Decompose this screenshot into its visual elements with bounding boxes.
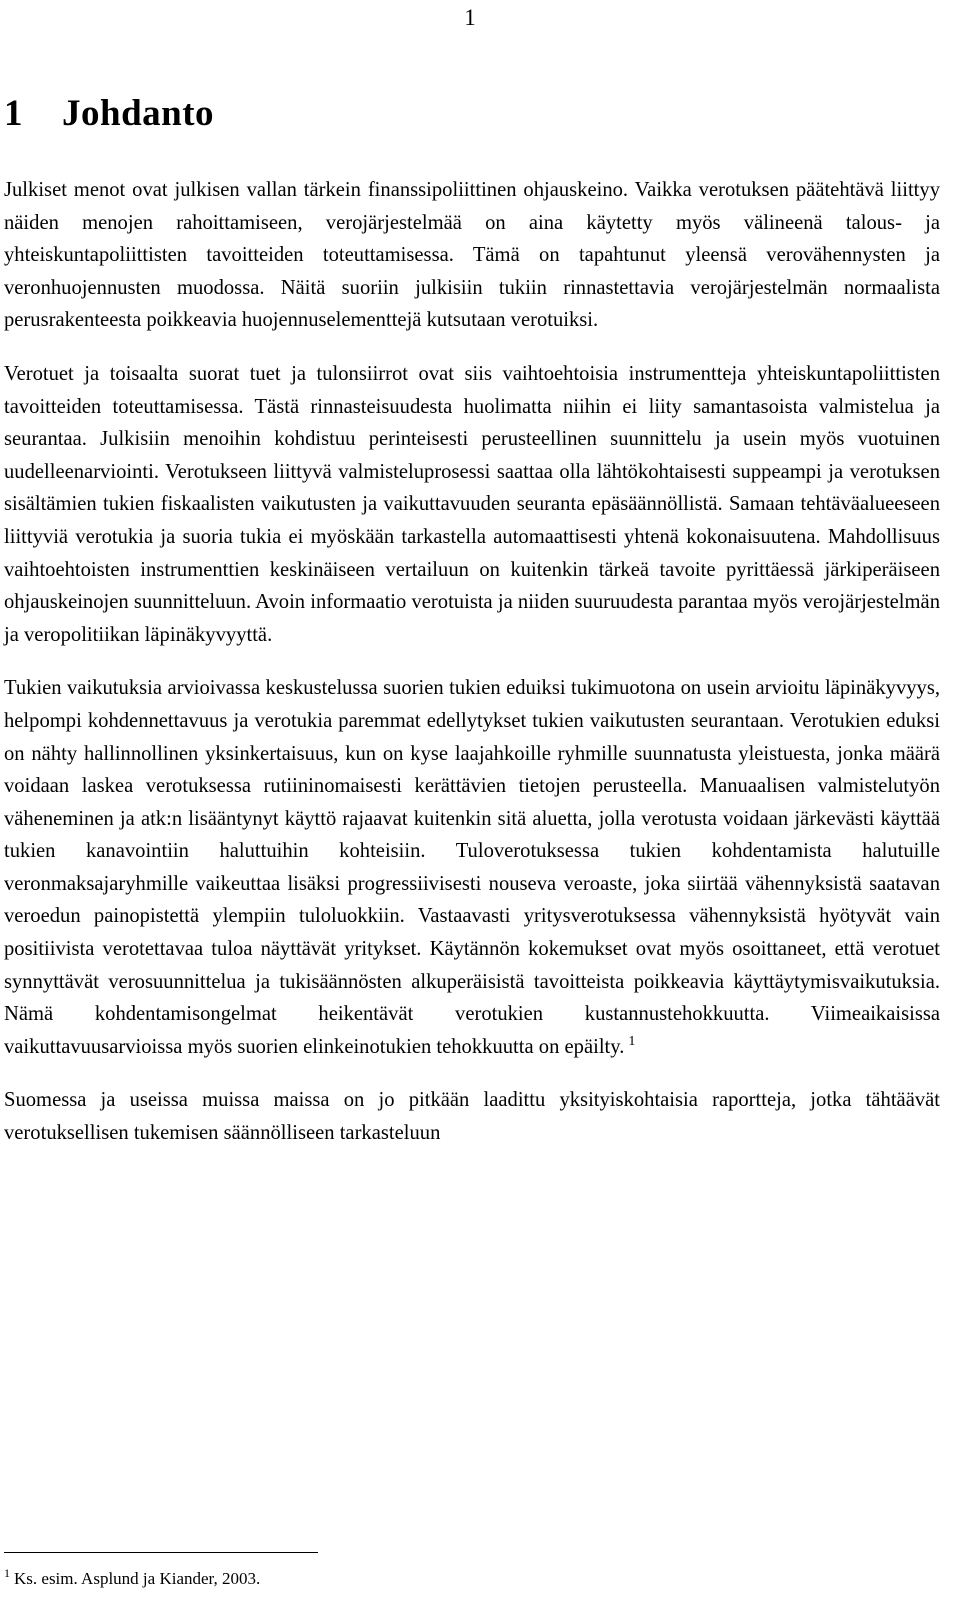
footnote-reference[interactable]: 1 (628, 1033, 636, 1049)
footnote (4, 1568, 260, 1590)
page-number (0, 4, 940, 32)
footnote-divider (4, 1552, 318, 1553)
paragraph-3-text: Tukien vaikutuksia arvioivassa keskustelussa suorien tukien eduiksi tukimuotona on usein arvioitu läpinäkyvyys, helpompi kohdennettavuus ja verotukia paremmat edellytykset tukien vaikutusten seurantaan. Verotukien eduksi on nähty hallinnollinen yksinkertaisuus, kun on kyse laajahkoille ryhmille suunnatusta yleistuesta, jonka määrä voidaan laskea verotuksessa rutiininomaisesti kerättävien tietojen perusteella. Manuaalisen valmistelutyön väheneminen ja atk:n lisääntynyt käyttö rajaavat kuitenkin sitä aluetta, jolla verotusta voidaan järkevästi käyttää tukien kanavointiin haluttuihin kohteisiin. Tuloverotuksessa tukien kohdentamista halutuille veronmaksajaryhmille vaikeuttaa lisäksi progressiivisesti nouseva veroaste, joka siirtää vähennyksistä saatavan veroedun painopistettä ylempiin tuloluokkiin. Vastaavasti yritysverotuksessa vähennyksistä hyötyvät vain positiivista verotettavaa tuloa näyttävät yritykset. Käytännön kokemukset ovat myös osoittaneet, että verotuet synnyttävät verosuunnittelua ja tukisäännösten alkuperäisistä tavoitteista poikkeavia käyttäytymisvaikutuksia. Nämä kohdentamisongelmat heikentävät verotukien kustannustehokkuutta. Viimeaikaisissa vaikuttavuusarvioissa myös suorien elinkeinotukien tehokkuutta on epäilty. (4, 677, 940, 1058)
body-text (4, 174, 940, 1150)
chapter-number: 1 (4, 93, 23, 134)
footnote-text: Ks. esim. Asplund ja Kiander, 2003. (14, 1569, 261, 1588)
paragraph-1: Julkiset menot ovat julkisen vallan tärkein finanssipoliittinen ohjauskeino. Vaikka verotuksen päätehtävä liittyy näiden menojen rahoittamiseen, verojärjestelmää on aina käytetty myös välineenä talous- ja yhteiskuntapoliittisten tavoitteiden toteuttamisessa. Tämä on tapahtunut yleensä verovähennysten ja veronhuojennusten muodossa. Näitä suoriin julkisiin tukiin rinnastettavia verojärjestelmän normaalista perusrakenteesta poikkeavia huojennuselementtejä kutsutaan verotuiksi. (4, 179, 940, 332)
paragraph-4: Suomessa ja useissa muissa maissa on jo pitkään laadittu yksityiskohtaisia raportteja, jotka tähtäävät verotuksellisen tukemisen säännölliseen tarkasteluun (4, 1089, 940, 1145)
page-number-text: 1 (464, 5, 476, 30)
chapter-heading (4, 92, 214, 136)
paragraph-2: Verotuet ja toisaalta suorat tuet ja tulonsiirrot ovat siis vaihtoehtoisia instrumentteja yhteiskuntapoliittisten tavoitteiden toteuttamisessa. Tästä rinnasteisuudesta huolimatta niihin ei liity samantasoista valmistelua ja seurantaa. Julkisiin menoihin kohdistuu perinteisesti perusteellinen suunnittelu ja usein myös vuotuinen uudelleenarviointi. Verotukseen liittyvä valmisteluprosessi saattaa olla lähtökohtaisesti suppeampi ja verotuksen sisältämien tukien fiskaalisten vaikutusten ja vaikuttavuuden seuranta epäsäännöllistä. Samaan tehtäväalueeseen liittyviä verotukia ja suoria tukia ei myöskään tarkastella automaattisesti yhtenä kokonaisuutena. Mahdollisuus vaihtoehtoisten instrumenttien keskinäiseen vertailuun on kuitenkin tärkeä tavoite pyrittäessä järkiperäiseen ohjauskeinojen suunnitteluun. Avoin informaatio verotuista ja niiden suuruudesta parantaa myös verojärjestelmän ja veropolitiikan läpinäkyvyyttä. (4, 362, 940, 646)
paragraph-3 (4, 672, 940, 1063)
footnote-mark: 1 (4, 1566, 10, 1581)
chapter-title: Johdanto (62, 93, 215, 134)
